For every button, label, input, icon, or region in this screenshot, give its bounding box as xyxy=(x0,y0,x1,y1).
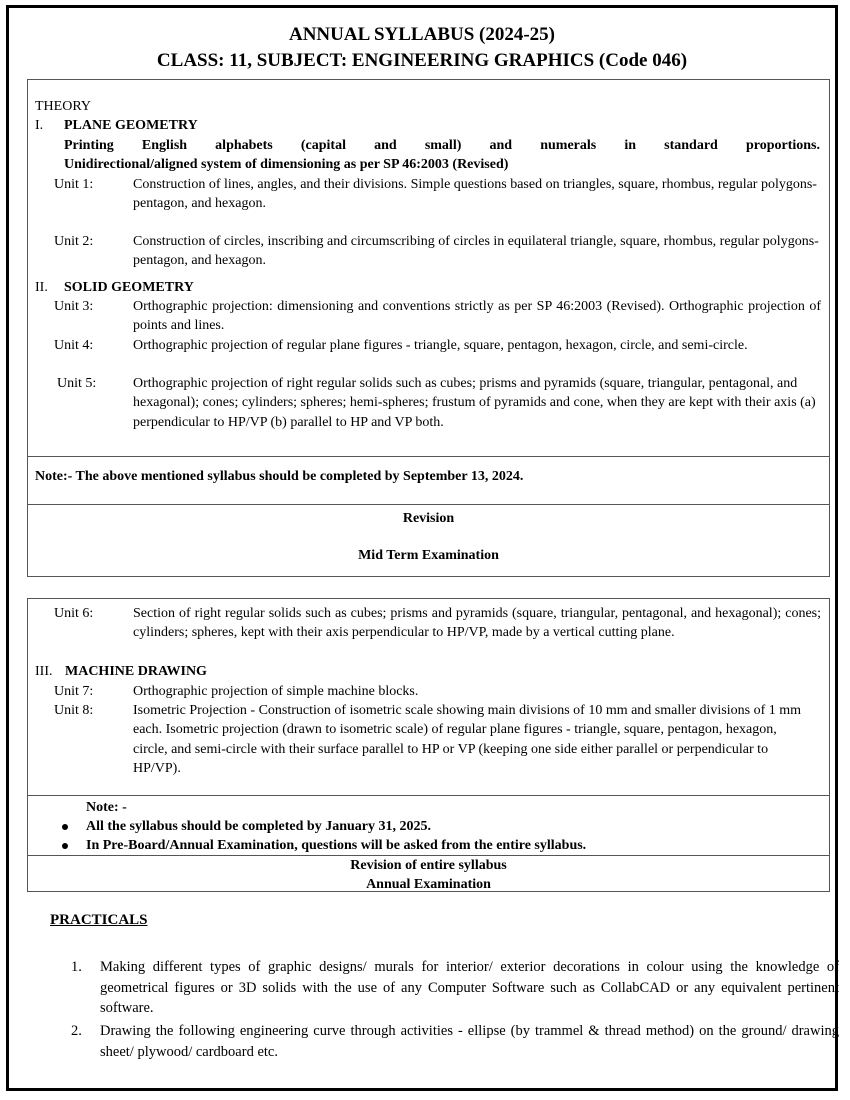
divider xyxy=(28,795,829,796)
unit-label: Unit 7: xyxy=(54,684,94,699)
unit-label: Unit 6: xyxy=(54,606,94,621)
practicals-heading: PRACTICALS xyxy=(50,912,148,928)
unit-label: Unit 8: xyxy=(54,703,94,718)
unit-label: Unit 3: xyxy=(54,299,94,314)
first-term-note: Note:- The above mentioned syllabus should be completed by September 13, 2024. xyxy=(35,469,524,484)
list-number: 2. xyxy=(71,1023,82,1039)
annual-exam-label: Annual Examination xyxy=(366,877,491,892)
theory-heading: THEORY xyxy=(35,99,91,114)
divider xyxy=(28,504,829,505)
revision-label: Revision xyxy=(402,511,455,526)
revision-entire-label: Revision of entire syllabus xyxy=(350,858,507,873)
section-numeral: II. xyxy=(35,280,48,295)
section-numeral: I. xyxy=(35,118,44,133)
list-text: Drawing the following engineering curve through activities - ellipse (by trammel & thread method) on the ground/ drawing sheet/ plywood/ cardboard etc. xyxy=(100,1023,839,1060)
bullet-icon xyxy=(62,824,68,830)
section-title-plane-geometry: PLANE GEOMETRY xyxy=(64,118,198,133)
unit-description: Orthographic projection of simple machine blocks. xyxy=(133,684,419,699)
section-title-solid-geometry: SOLID GEOMETRY xyxy=(64,280,194,295)
note-label: Note: - xyxy=(86,800,127,815)
bullet-icon xyxy=(62,843,68,849)
intro-line-1: Printing English alphabets (capital and small) and numerals in standard proportions. xyxy=(64,138,820,153)
second-term-box xyxy=(27,598,830,892)
syllabus-page xyxy=(6,5,838,1091)
page-title: ANNUAL SYLLABUS (2024-25) xyxy=(288,24,556,45)
unit-description: Orthographic projection of right regular solids such as cubes; prisms and pyramids (square, triangular, pentagonal, and hexagonal); cones; cylinders; spheres; hemi-spheres; frustum of pyramids and cone, when they are kept with their axis (a) perpendicular to HP/VP (b) parallel to HP and VP both. xyxy=(133,376,816,430)
unit-description: Construction of lines, angles, and their divisions. Simple questions based on triangles, square, rhombus, regular polygons-pentagon, and hexagon. xyxy=(133,177,817,212)
divider xyxy=(28,456,829,457)
note-item: All the syllabus should be completed by January 31, 2025. xyxy=(86,819,431,834)
note-item: In Pre-Board/Annual Examination, questions will be asked from the entire syllabus. xyxy=(86,838,587,853)
unit-label: Unit 2: xyxy=(54,234,94,249)
list-text: Making different types of graphic designs/ murals for interior/ exterior decorations in colour using the knowledge of geometrical figures or 3D solids with the use of any Computer Software such as CollabCAD or any equivalent pertinent software. xyxy=(100,959,839,1016)
unit-label: Unit 4: xyxy=(54,338,94,353)
section-title-machine-drawing: MACHINE DRAWING xyxy=(65,664,207,679)
unit-description: Section of right regular solids such as cubes; prisms and pyramids (square, triangular, pentagonal, and hexagonal); cones; cylinders; spheres, kept with their axis perpendicular to HP/VP, made by a vertical cutting plane. xyxy=(133,606,821,641)
unit-description: Orthographic projection of regular plane figures - triangle, square, pentagon, hexagon, circle, and semi-circle. xyxy=(133,338,748,353)
unit-description: Isometric Projection - Construction of isometric scale showing main divisions of 10 mm and smaller divisions of 1 mm each. Isometric projection (drawn to isometric scale) of regular plane figures - triangle, square, pentagon, hexagon, circle, and semi-circle with their surface parallel to HP or VP (keeping one side either parallel or perpendicular to HP/VP). xyxy=(133,703,802,776)
intro-line-2: Unidirectional/aligned system of dimensioning as per SP 46:2003 (Revised) xyxy=(64,157,509,172)
first-term-box xyxy=(27,79,830,577)
section-numeral: III. xyxy=(35,664,53,679)
page-subtitle: CLASS: 11, SUBJECT: ENGINEERING GRAPHICS (Code 046) xyxy=(156,50,688,71)
unit-description: Orthographic projection: dimensioning and conventions strictly as per SP 46:2003 (Revised). Orthographic projection of points and lines. xyxy=(133,299,821,334)
midterm-exam-label: Mid Term Examination xyxy=(358,548,499,563)
unit-description: Construction of circles, inscribing and circumscribing of circles in equilateral triangle, square, rhombus, regular polygons-pentagon, and hexagon. xyxy=(133,234,819,269)
unit-label: Unit 1: xyxy=(54,177,94,192)
unit-label: Unit 5: xyxy=(57,376,97,391)
list-number: 1. xyxy=(71,959,82,975)
